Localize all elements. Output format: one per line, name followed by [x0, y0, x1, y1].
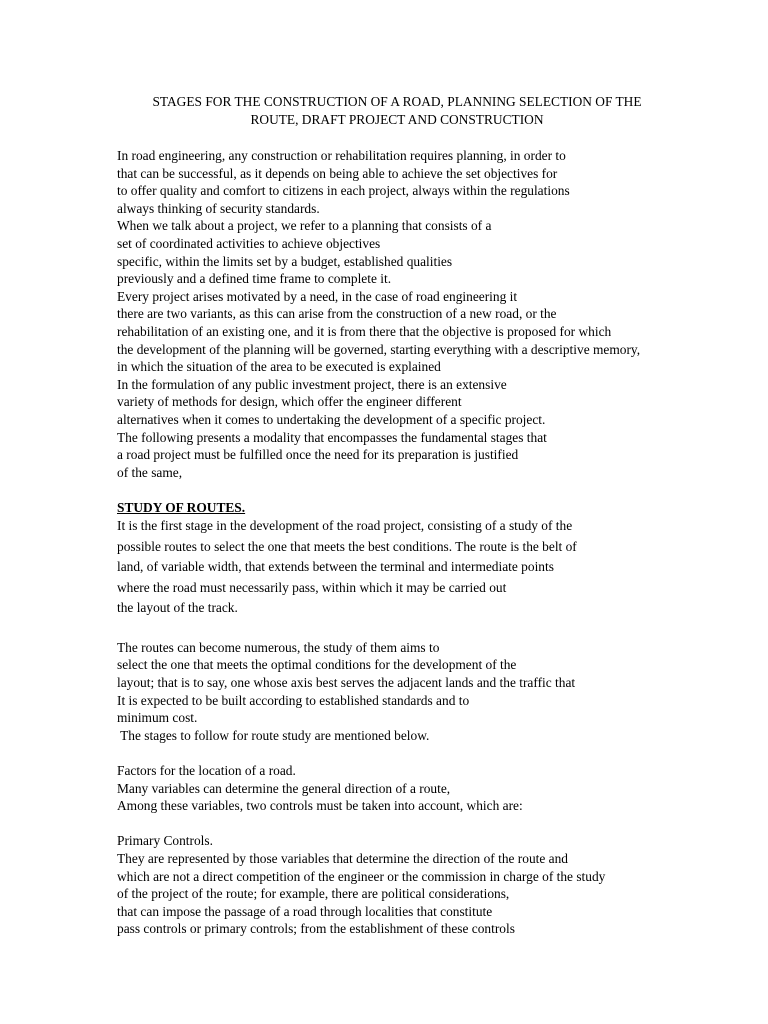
paragraph-gap	[117, 618, 757, 638]
text-line: They are represented by those variables that determine the direction of the route and	[117, 850, 569, 866]
routes-paragraph	[117, 639, 757, 745]
text-line: possible routes to select the one that meets the best conditions. The route is the belt of	[117, 538, 577, 554]
text-line: minimum cost.	[117, 710, 198, 726]
document-body	[117, 147, 757, 938]
text-line: It is the first stage in the development of the road project, consisting of a study of the	[117, 518, 573, 534]
text-line: that can be successful, as it depends on being able to achieve the set objectives for	[117, 165, 558, 181]
study-of-routes-section	[117, 499, 757, 619]
document-title	[100, 93, 694, 128]
text-line: In the formulation of any public investment project, there is an extensive	[117, 376, 507, 392]
paragraph-gap	[117, 744, 757, 762]
text-line: the development of the planning will be governed, starting everything with a descriptive memory,	[117, 341, 641, 357]
text-line: layout; that is to say, one whose axis best serves the adjacent lands and the traffic that	[117, 675, 576, 690]
text-line: a road project must be fulfilled once the need for its preparation is justified	[117, 447, 519, 463]
text-line: of the project of the route; for example, there are political considerations,	[117, 886, 510, 902]
text-line: in which the situation of the area to be executed is explained	[117, 359, 441, 375]
text-line: always thinking of security standards.	[117, 200, 320, 216]
text-line: land, of variable width, that extends between the terminal and intermediate points	[117, 559, 554, 575]
title-line: STAGES FOR THE CONSTRUCTION OF A ROAD, PLANNING SELECTION OF THE	[152, 94, 642, 109]
text-line: the layout of the track.	[117, 600, 238, 616]
text-line: to offer quality and comfort to citizens in each project, always within the regulations	[117, 183, 570, 199]
text-line: rehabilitation of an existing one, and it is from there that the objective is proposed for which	[117, 323, 612, 339]
text-line: Factors for the location of a road.	[117, 762, 296, 778]
text-line: of the same,	[117, 464, 183, 480]
text-line: that can impose the passage of a road through localities that constitute	[117, 903, 493, 919]
text-line: Every project arises motivated by a need, in the case of road engineering it	[117, 288, 518, 304]
text-line: The following presents a modality that encompasses the fundamental stages that	[117, 429, 547, 445]
paragraph-gap	[117, 481, 757, 499]
text-line: alternatives when it comes to undertaking the development of a specific project.	[117, 411, 546, 427]
text-line: which are not a direct competition of the engineer or the commission in charge of the study	[117, 868, 606, 884]
text-line: previously and a defined time frame to complete it.	[117, 271, 392, 287]
text-line: specific, within the limits set by a budget, established qualities	[117, 253, 453, 269]
text-line: select the one that meets the optimal conditions for the development of the	[117, 657, 517, 673]
text-line: In road engineering, any construction or rehabilitation requires planning, in order to	[117, 148, 566, 163]
intro-paragraph	[117, 147, 757, 481]
text-line: set of coordinated activities to achieve objectives	[117, 235, 381, 251]
text-line: where the road must necessarily pass, within which it may be carried out	[117, 579, 507, 595]
paragraph-gap	[117, 815, 757, 833]
text-line: It is expected to be built according to established standards and to	[117, 692, 470, 708]
text-line: Primary Controls.	[117, 833, 213, 849]
text-line: pass controls or primary controls; from the establishment of these controls	[117, 921, 515, 937]
text-line: When we talk about a project, we refer to a planning that consists of a	[117, 218, 492, 234]
text-line: Many variables can determine the general direction of a route,	[117, 780, 451, 796]
text-line: Among these variables, two controls must be taken into account, which are:	[117, 798, 523, 814]
factors-paragraph	[117, 762, 757, 815]
text-line: there are two variants, as this can arise from the construction of a new road, or the	[117, 306, 557, 322]
section-heading: STUDY OF ROUTES.	[117, 499, 246, 515]
text-line: variety of methods for design, which offer the engineer different	[117, 394, 462, 410]
text-line: The stages to follow for route study are mentioned below.	[117, 727, 430, 743]
title-line: ROUTE, DRAFT PROJECT AND CONSTRUCTION	[250, 111, 544, 127]
text-line: The routes can become numerous, the study of them aims to	[117, 639, 440, 655]
primary-controls-paragraph	[117, 832, 757, 938]
